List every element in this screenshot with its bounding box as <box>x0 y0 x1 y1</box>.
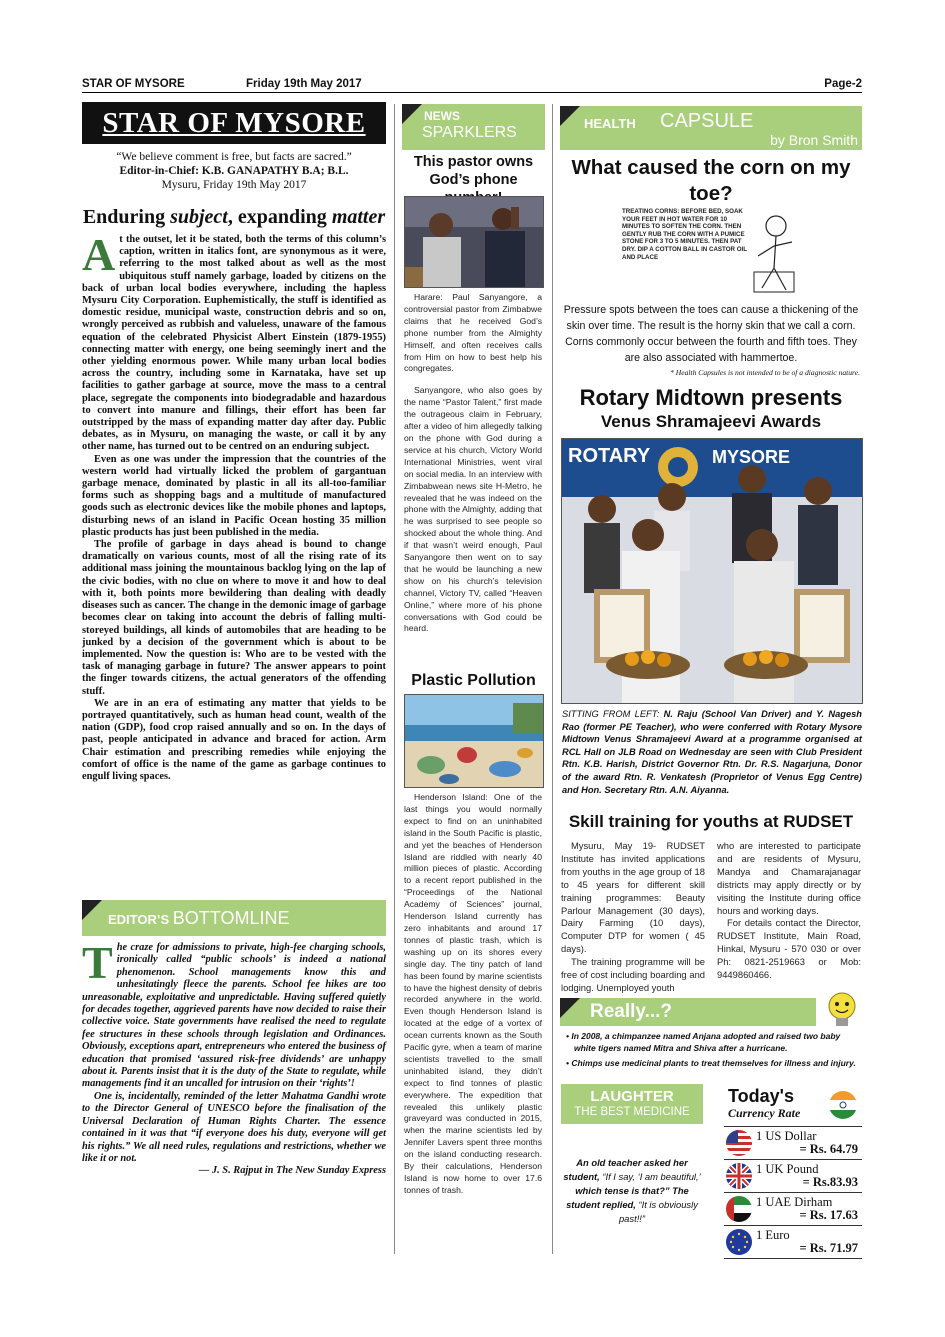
currency-rate: = Rs. 64.79 <box>799 1142 858 1156</box>
fact-item: • Chimps use medicinal plants to treat themselves for illness and injury. <box>566 1057 856 1068</box>
plastic-paragraph: Henderson Island: One of the last things you would normally expect to find on an uninhabited island in the South Pacific is plastic, and yet the beaches of Henderson Island are riddled with nearly 40 million pieces of plastic. According to a recent report published in the “Proceedings of the National Academy of Sciences” journal, Henderson Island currently has zero inhabitants and around 17 tonnes of plastic trash, which is washing up on its shores every single day. The tiny patch of land has been found by marine scientists to have the highest density of debris recorded anywhere in the world. Even though Henderson Island is located at the edge of a vortex of ocean currents known as the South Pacific gyre, when a team of marine scientists travelled to the small uninhabited island, they didn’t expect to find tonnes of plastic everywhere. The expedition that revealed this unlikely plastic graveyard was conducted in 2015, when the marine scientists led by Jennifer Lavers spent three months on the island conducting research. By their calculations, Henderson Island is now home to over 17.6 tonnes of trash. <box>404 792 542 1195</box>
plastic-headline: Plastic Pollution <box>411 672 536 689</box>
header-paper-name: STAR OF MYSORE <box>82 78 185 90</box>
cartoon-graphic <box>622 208 802 296</box>
editorial-paragraph: The profile of garbage in days ahead is bound to change dramatically on various counts, most of all the rising rate of its additional mass joining the mountainous backlog lying on the lap of the civic bodies, with no clue on where to move it and how to deal with it, both points more bewildering than dealing with deadly diseases such as cancer. The change in the demonic image of garbage becomes clear on taking into account the debris of falling multi-storeyed buildings, all kinds of automobiles that are heading to be junked by a decision of the government which is about to be implemented. Now the question is: Who are to be vested with the task of managing garbage in future? The answer appears to point the finger towards citizens, the actual generators of the offending stuff. <box>82 539 386 697</box>
editorial-title-part: Enduring <box>82 206 171 228</box>
caption-text: N. Raju (School Van Driver) and Y. Nagesh Rao (former PE Teacher), who were conferred with Rotary Mysore Midtown Venus Shramajeevi Award at a programme organised at RCL Hall on JLB Road on Wednesday are seen with Club President Rtn. K.B. Harish, District Governor Rtn. Dr. R.S. Nagarjuna, Donor of the award Rtn. R. Venkatesh (Proprietor of Venus Egg Centre) and Hon. Secretary Rtn. A.N. Aiyanna. <box>562 709 862 795</box>
corner-triangle-icon <box>560 998 580 1018</box>
rotary-banner-text: MYSORE <box>712 447 791 467</box>
masthead-dateline: Mysuru, Friday 19th May 2017 <box>161 179 307 191</box>
pastor-paragraph: Sanyangore, who also goes by the name “Pastor Talent,” first made the outrageous claim in February, after a video of him allegedly talking on the phone with God during a service at his church, Victory World International Ministries, went viral on social media. In an interview with Zimbabwean news site H-Metro, he revealed that he was indeed on the phone with the Almighty, adding that he was surprised to see people so shocked about the whole thing. And if that wasn’t weird enough, Paul Sanyangore then went on to say that he would be launching a new show on his church’s television channel, Victory TV, called “Heaven Online,” where more of his phone conversations with God could be heard. <box>404 385 542 634</box>
really-header <box>560 998 816 1026</box>
editorial-dropcap: A <box>82 229 116 280</box>
currency-name: 1 UK Pound <box>756 1162 819 1176</box>
currency-rate: = Rs. 71.97 <box>799 1241 858 1255</box>
corner-triangle-icon <box>560 106 580 126</box>
masthead-info <box>82 150 386 192</box>
masthead-logo <box>82 102 386 144</box>
rotary-banner-text: ROTARY <box>568 445 651 467</box>
currency-rate: = Rs. 17.63 <box>799 1208 858 1222</box>
rotary-caption <box>562 708 862 796</box>
really-label: Really...? <box>590 1001 673 1022</box>
header-date: Friday 19th May 2017 <box>246 78 362 90</box>
editorial-paragraph: Even as one was under the impression that the countries of the western world had virtually licked the problem of gargantuan garbage menace, dominated by plastic in all its all-too-familiar forms such as shopping bags and a multitude of manufactured goods such as electronic devices like the mobile phones and laptops, disturbing news of an island in Pacific Ocean hosting 35 million plastic products has just been published in the media. <box>82 453 386 538</box>
corner-triangle-icon <box>402 104 422 124</box>
joke-part: which tense is that?” The student replied, <box>566 1185 689 1210</box>
bottomline-label: BOTTOMLINE <box>172 908 290 928</box>
health-label: HEALTH <box>584 116 636 131</box>
skill-headline: Skill training for youths at RUDSET <box>568 812 854 831</box>
skill-column-2 <box>717 840 861 982</box>
news-sparklers-header <box>402 104 545 150</box>
health-disclaimer: * Health Capsules is not intended to be of a diagnostic nature. <box>670 368 860 377</box>
plastic-article <box>404 792 542 1197</box>
page-header <box>82 78 862 93</box>
eu-flag-icon <box>726 1229 752 1255</box>
rotary-award-photo <box>561 438 863 704</box>
editorial-body <box>82 229 386 783</box>
currency-name: 1 US Dollar <box>756 1129 817 1143</box>
cartoon-text: TREATING CORNS: BEFORE BED, SOAK YOUR FEET IN HOT WATER FOR 10 MINUTES TO SOFTEN THE CORN. THEN GENTLY RUB THE CORN WITH A PUMICE STONE FOR 3 TO 5 MINUTES. THEN PAT DRY. DIP A COTTON BALL IN CASTOR OIL AND PLACE <box>622 208 747 261</box>
currency-rate: = Rs.83.93 <box>802 1175 858 1189</box>
laughter-label: THE BEST MEDICINE <box>574 1106 690 1118</box>
really-facts <box>566 1030 862 1071</box>
pastor-article <box>404 292 542 635</box>
bottomline-credit: — J. S. Rajput in The New Sunday Express <box>198 1165 386 1177</box>
us-flag-icon <box>726 1130 752 1156</box>
currency-name: 1 Euro <box>756 1228 790 1242</box>
rotary-subheadline: Venus Shramajeevi Awards <box>600 412 822 431</box>
fact-item: • In 2008, a chimpanzee named Anjana adopted and raised two baby white tigers named Mitra and Shiva after a hurricane. <box>566 1031 841 1054</box>
beach-photo <box>404 694 544 788</box>
laughter-header <box>561 1084 703 1124</box>
currency-row <box>724 1160 862 1193</box>
pastor-headline: This pastor owns God’s phone <box>413 154 534 188</box>
news-label: SPARKLERS <box>422 124 517 141</box>
joke-part: “It is obviously past!!” <box>618 1199 698 1224</box>
health-label: CAPSULE <box>660 110 754 132</box>
skill-column-1 <box>561 840 705 995</box>
header-page-number: Page-2 <box>824 78 862 90</box>
health-body: Pressure spots between the toes can cause a thickening of the skin over time. The result is the horny skin that we call a corn. Corns commonly occur between the fourth and fifth toes. They are also associated with hammertoe. <box>563 304 859 364</box>
corner-triangle-icon <box>82 900 102 920</box>
pastor-paragraph: Harare: Paul Sanyangore, a controversial pastor from Zimbabwe claims that he received God’s phone number from the Almighty Himself, and often receives calls from Him on how to best help his congregates. <box>404 292 542 374</box>
beach-photo-graphic <box>405 695 543 787</box>
bottomline-header <box>82 900 386 936</box>
caption-lead: SITTING FROM LEFT: <box>562 709 664 719</box>
rotary-headline: Rotary Midtown presents <box>579 385 843 410</box>
joke-part: An old teacher asked her student, <box>563 1157 688 1182</box>
editorial-title-part: matter <box>331 206 386 228</box>
rotary-photo-graphic <box>562 439 862 703</box>
column-divider <box>394 104 395 1254</box>
bottomline-paragraph: he craze for admissions to private, high-fee charging schools, ironically called “public schools’ is indeed a national phenomenon. School managements know this and unhesitatingly fleece the parents. School fee hikes are too unreasonable, exploitative and unpredictable. Having suffered quietly for decades together, aggrieved parents have now decided to raise their collective voice. State governments have realised the need to regulate fee structures in these schools through legislation and Ordinances. Obviously, exceptions apart, entrepreneurs who entered the business of education that promised ‘assured risk-free dividends’ are unhappy about it. Parents insist that it is the duty of the State to regulate, while managements find it an uncalled for intrusion on their ‘rights’! <box>82 942 386 1090</box>
india-flag-icon <box>828 1090 858 1120</box>
skill-paragraph: Mysuru, May 19- RUDSET Institute has invited applications from youths in the age group of 18 to 45 years for different skill training programmes: Beauty Parlour Management (30 days), Dairy Farming (10 days), Computer DTP for women ( 45 days). <box>561 840 705 955</box>
editorial-title-part: , expanding <box>227 206 332 228</box>
pastor-photo <box>404 196 544 288</box>
bottomline-label: EDITOR’S <box>108 912 173 927</box>
column-divider <box>552 104 553 1254</box>
currency-name: 1 UAE Dirham <box>756 1195 833 1209</box>
skill-paragraph: The training programme will be free of cost including boarding and lodging. Unemployed youth <box>561 956 705 993</box>
currency-title: Today's <box>728 1086 794 1106</box>
currency-header <box>724 1086 862 1126</box>
news-label: NEWS <box>424 109 460 123</box>
currency-row <box>724 1226 862 1259</box>
currency-row <box>724 1193 862 1226</box>
masthead-title: STAR OF MYSORE <box>102 107 366 139</box>
laughter-label: LAUGHTER <box>590 1088 674 1105</box>
currency-subtitle: Currency Rate <box>728 1106 801 1120</box>
skill-paragraph: For details contact the Director, RUDSET Institute, Main Road, Hinkal, Mysuru - 570 030 or over Ph: 0821-2519663 or Mob: 9449860466. <box>717 917 861 981</box>
bottomline-paragraph: One is, incidentally, reminded of the letter Mahatma Gandhi wrote to the Director General of UNESCO before the finalisation of the Universal Declaration of Human Rights Charter. The essence contained in it was that “if everyone does his duty, everyone will get his rights.” We all need rules, regulations and restrictions, whether we like it or not. <box>82 1090 386 1164</box>
masthead-motto: “We believe comment is free, but facts are sacred.” <box>116 151 352 163</box>
currency-row <box>724 1127 862 1160</box>
skill-paragraph: who are interested to participate and are residents of Mysuru, Mandya and Chamarajanagar districts may apply directly or by visiting the Institute during office hours and working days. <box>717 840 861 916</box>
editorial-paragraph: t the outset, let it be stated, both the terms of this column’s caption, written in italics font, are synonymous as it were, referring to the most talked about as well as the most ubiquitous stuff namely garbage, loaded by citizens on the back of urban local bodies everywhere, including the hapless Mysuru City Corporation. Euphemistically, the stuff is identified as domestic residue, municipal waste, construction debris and so on, wrongly perceived as rubbish and valueless, unaware of the famous equation of the celebrated Physicist Albert Einstein (1879-1955) connecting matter with energy, one being seemingly inert and the other yielding enormous power. While many urban local bodies across the country, including some in Karnataka, have set up facilities to gather garbage at source, move the mass to a central place, segregate the components into biodegradable and hazardous to convert into manure and fillings, their effort has been far outstripped by the mass of expanding matter day after day. Public debates, as in Mysuru, on managing the waste, or call it by any other name, has turned out to be centred on an enduring subject. <box>82 234 386 453</box>
cartoon-figure-icon <box>750 212 802 294</box>
joke-part: “If I say, ‘I am beautiful,’ <box>602 1171 701 1182</box>
pastor-photo-graphic <box>405 197 543 287</box>
health-capsule-header <box>560 106 862 150</box>
health-headline: What caused the corn on my toe? <box>571 156 851 205</box>
editorial-paragraph: We are in an era of estimating any matter that yields to be portrayed quantitatively, such as human head count, wealth of the nation (GDP), food crop raised annually and so on. In the days of past, people anticipated in advance and braced for action. Arm Chair estimation and prescribing remedies while enjoying the comfort of office is the name of the game as garbage continues to engulf living spaces. <box>82 697 386 782</box>
masthead-editor: Editor-in-Chief: K.B. GANAPATHY B.A; B.L. <box>119 165 349 177</box>
uae-flag-icon <box>726 1196 752 1222</box>
laughter-joke <box>561 1156 703 1226</box>
editorial-title-part: subject <box>170 206 228 228</box>
uk-flag-icon <box>726 1163 752 1189</box>
health-byline: by Bron Smith <box>770 132 858 148</box>
lightbulb-icon <box>822 990 862 1032</box>
bottomline-dropcap: T <box>82 937 113 988</box>
editorial-title <box>82 206 386 229</box>
bottomline-body <box>82 937 386 1178</box>
